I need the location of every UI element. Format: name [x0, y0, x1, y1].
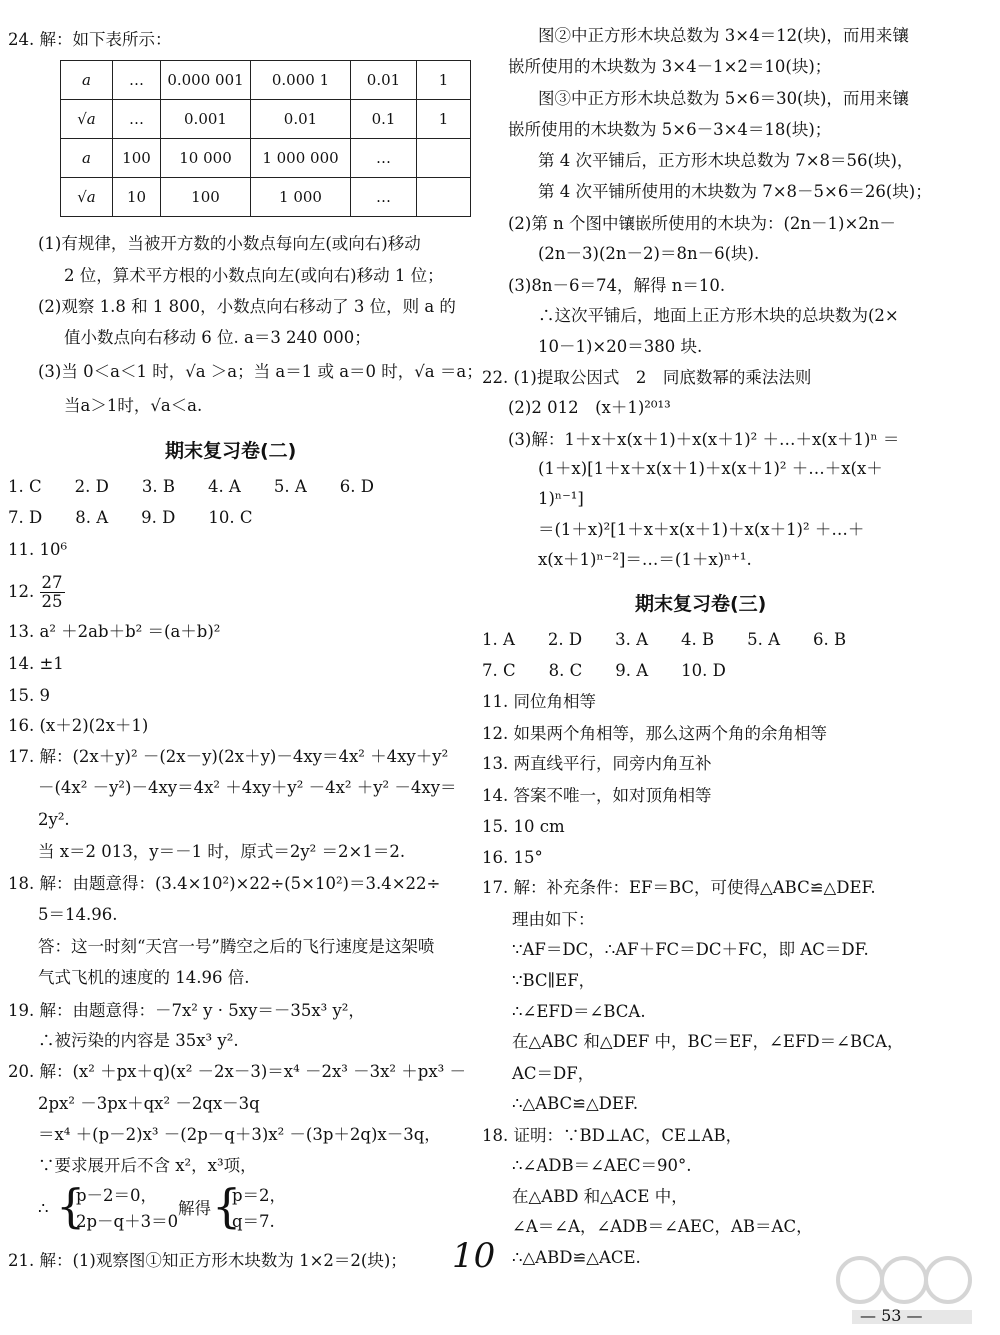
exam3-a17-line4: ∵BC∥EF，	[512, 971, 596, 990]
table-cell: …	[113, 61, 161, 100]
table-cell: 10 000	[161, 139, 251, 178]
page-number: — 53 —	[860, 1306, 923, 1325]
exam3-a14: 14. 答案不唯一，如对顶角相等	[482, 786, 712, 805]
exam2-a18-line4: 气式飞机的速度的 14.96 倍.	[38, 968, 250, 987]
exam2-a15: 15. 9	[8, 686, 50, 705]
a12-denominator: 25	[41, 592, 63, 611]
exam3-a17-line3: ∵AF＝DC，∴AF＋FC＝DC＋FC，即 AC＝DF.	[512, 940, 869, 959]
a22-line7: x(x＋1)ⁿ⁻²]＝…＝(1＋x)ⁿ⁺¹.	[538, 550, 752, 569]
exam3-a17-line7: AC＝DF，	[512, 1064, 595, 1083]
table-cell	[417, 178, 471, 217]
exam2-title: 期末复习卷(二)	[165, 440, 297, 462]
exam2-a16: 16. (x＋2)(2x＋1)	[8, 716, 149, 735]
exam2-a20-line4: ∵要求展开后不含 x²，x³项，	[38, 1156, 257, 1175]
exam2-a21-line1: 21. 解：(1)观察图①知正方形木块数为 1×2＝2(块)；	[8, 1251, 407, 1270]
a20-system2-eq2: q＝7.	[232, 1212, 275, 1231]
table-cell: 1	[417, 100, 471, 139]
right-line4: 嵌所使用的木块数为 5×6－3×4＝18(块)；	[508, 120, 832, 139]
exam3-a15: 15. 10 cm	[482, 817, 565, 836]
exam2-a11: 11. 10⁶	[8, 540, 68, 559]
a22-line2: (2)2 012 (x＋1)²⁰¹³	[508, 398, 671, 417]
table-cell: 0.01	[351, 61, 417, 100]
table-cell: 1 000	[251, 178, 351, 217]
exam2-a17-line3: 2y².	[38, 810, 70, 829]
exam2-a20-line3: ＝x⁴ ＋(p－2)x³ －(2p－q＋3)x² －(3p＋2q)x－3q，	[38, 1125, 441, 1144]
exam3-a18-line1: 18. 证明：∵BD⊥AC，CE⊥AB，	[482, 1126, 743, 1145]
exam3-a18-line4: ∠A＝∠A，∠ADB＝∠AEC，AB＝AC，	[512, 1217, 813, 1236]
a20-system1-eq2: 2p－q＋3＝0	[76, 1212, 179, 1231]
exam3-title: 期末复习卷(三)	[635, 593, 767, 615]
right-line8: (2n－3)(2n－2)＝8n－6(块).	[538, 244, 760, 263]
a22-line5: 1)ⁿ⁻¹]	[538, 489, 584, 508]
exam3-a17-line6: 在△ABC 和△DEF 中，BC＝EF，∠EFD＝∠BCA，	[512, 1032, 904, 1051]
right-line3: 图③中正方形木块总数为 5×6＝30(块)，而用来镶	[538, 89, 909, 108]
a12-fraction	[40, 574, 65, 611]
a22-line1: 22. (1)提取公因式 2 同底数幂的乘法法则	[482, 368, 812, 387]
table-cell: √a	[61, 178, 113, 217]
left-brace-2: {	[212, 1179, 242, 1233]
table-cell: 1 000 000	[251, 139, 351, 178]
exam2-a19-line2: ∴被污染的内容是 35x³ y².	[38, 1031, 239, 1050]
table-cell: a	[61, 61, 113, 100]
table-row	[61, 178, 471, 217]
a22-line3: (3)解：1＋x＋x(x＋1)＋x(x＋1)² ＋…＋x(x＋1)ⁿ ＝	[508, 430, 900, 449]
table-cell: …	[113, 100, 161, 139]
table-row	[61, 61, 471, 100]
table-cell: a	[61, 139, 113, 178]
table-cell: 0.001	[161, 100, 251, 139]
exam2-mc-row1: 1. C 2. D 3. B 4. A 5. A 6. D	[8, 477, 374, 496]
left-brace-1: {	[56, 1179, 86, 1233]
exam3-a18-line3: 在△ABD 和△ACE 中，	[512, 1187, 688, 1206]
table-cell: 0.000 1	[251, 61, 351, 100]
table-cell	[417, 139, 471, 178]
q24-line4: 值小数点向右移动 6 位. a＝3 240 000；	[64, 328, 371, 347]
table-row	[61, 139, 471, 178]
right-line2: 嵌所使用的木块数为 3×4－1×2＝10(块)；	[508, 57, 832, 76]
q24-line3: (2)观察 1.8 和 1 800，小数点向右移动了 3 位，则 a 的	[38, 297, 456, 316]
exam2-a20-line1: 20. 解：(x² ＋px＋q)(x² －2x－3)＝x⁴ －2x³ －3x² ＋px³ －	[8, 1062, 467, 1081]
right-line7: (2)第 n 个图中镶嵌所使用的木块为：(2n－1)×2n－	[508, 214, 896, 233]
q24-line5: (3)当 0＜a＜1 时，√a ＞a；当 a＝1 或 a＝0 时，√a ＝a；	[38, 362, 483, 381]
exam3-a17-line5: ∴∠EFD＝∠BCA.	[512, 1002, 646, 1021]
a22-line6: ＝(1＋x)²[1＋x＋x(x＋1)＋x(x＋1)² ＋…＋	[538, 520, 865, 539]
right-line5: 第 4 次平铺后，正方形木块总数为 7×8＝56(块)，	[538, 151, 914, 170]
table-cell: √a	[61, 100, 113, 139]
right-line9: (3)8n－6＝74，解得 n＝10.	[508, 276, 726, 295]
exam2-a12	[8, 574, 65, 611]
q24-line1: (1)有规律，当被开方数的小数点每向左(或向右)移动	[38, 234, 421, 253]
table-cell: 10	[113, 178, 161, 217]
a12-numerator: 27	[41, 573, 63, 592]
exam3-a18-line2: ∴∠ADB＝∠AEC＝90°.	[512, 1156, 692, 1175]
table-cell: 100	[161, 178, 251, 217]
table-cell: 0.1	[351, 100, 417, 139]
q24-line2: 2 位，算术平方根的小数点向左(或向右)移动 1 位；	[64, 266, 444, 285]
exam3-a17-line1: 17. 解：补充条件：EF＝BC，可使得△ABC≌△DEF.	[482, 878, 876, 897]
exam3-mc-row2: 7. C 8. C 9. A 10. D	[482, 661, 726, 680]
exam2-a14: 14. ±1	[8, 654, 64, 673]
exam3-a18-line5: ∴△ABD≌△ACE.	[512, 1248, 641, 1267]
exam2-a18-line3: 答：这一时刻“天宫一号”腾空之后的飞行速度是这架喷	[38, 937, 435, 956]
table-cell: 100	[113, 139, 161, 178]
a20-system1-eq1: p－2＝0，	[76, 1186, 158, 1205]
exam3-a12: 12. 如果两个角相等，那么这两个角的余角相等	[482, 724, 827, 743]
sqrt-table	[60, 60, 471, 217]
exam2-mc-row2: 7. D 8. A 9. D 10. C	[8, 508, 253, 527]
table-cell: 0.01	[251, 100, 351, 139]
q24-intro: 24. 解：如下表所示：	[8, 30, 172, 49]
table-row	[61, 100, 471, 139]
exam2-a17-line1: 17. 解：(2x＋y)² －(2x－y)(2x＋y)－4xy＝4x² ＋4xy＋y²	[8, 747, 449, 766]
a20-system2-eq1: p＝2，	[232, 1186, 287, 1205]
table-cell: 0.000 001	[161, 61, 251, 100]
table-cell: …	[351, 178, 417, 217]
exam2-a18-line2: 5＝14.96.	[38, 905, 118, 924]
exam3-a17-line8: ∴△ABC≌△DEF.	[512, 1094, 639, 1113]
a12-label: 12.	[8, 582, 35, 601]
handwritten-number: 10	[452, 1236, 496, 1276]
a20-solve-word: 解得	[178, 1199, 211, 1218]
a22-line4: (1＋x)[1＋x＋x(x＋1)＋x(x＋1)² ＋…＋x(x＋	[538, 459, 883, 478]
right-line1: 图②中正方形木块总数为 3×4＝12(块)，而用来镶	[538, 26, 909, 45]
right-line6: 第 4 次平铺所使用的木块数为 7×8－5×6＝26(块)；	[538, 182, 932, 201]
a20-therefore-symbol: ∴	[38, 1199, 49, 1218]
table-cell: …	[351, 139, 417, 178]
exam3-a11: 11. 同位角相等	[482, 692, 596, 711]
exam3-a16: 16. 15°	[482, 848, 543, 867]
exam3-mc-row1: 1. A 2. D 3. A 4. B 5. A 6. B	[482, 630, 847, 649]
exam2-a20-line2: 2px² －3px＋qx² －2qx－3q	[38, 1094, 260, 1113]
q24-line6: 当a＞1时，√a＜a.	[64, 396, 203, 415]
exam3-a17-line2: 理由如下：	[512, 910, 595, 929]
table-cell: 1	[417, 61, 471, 100]
exam2-a17-line2: －(4x² －y²)－4xy＝4x² ＋4xy＋y² －4x² ＋y² －4xy＝	[38, 778, 457, 797]
right-line11: 10－1)×20＝380 块.	[538, 337, 703, 356]
exam3-a13: 13. 两直线平行，同旁内角互补	[482, 754, 712, 773]
exam2-a17-line4: 当 x＝2 013，y＝－1 时，原式＝2y² ＝2×1＝2.	[38, 842, 406, 861]
exam2-a13: 13. a² ＋2ab＋b² ＝(a＋b)²	[8, 622, 221, 641]
exam2-a18-line1: 18. 解：由题意得：(3.4×10²)×22÷(5×10²)＝3.4×22÷	[8, 874, 441, 893]
right-line10: ∴这次平铺后，地面上正方形木块的总块数为(2×	[538, 306, 899, 325]
exam2-a19-line1: 19. 解：由题意得：－7x² y · 5xy＝－35x³ y²，	[8, 1001, 365, 1020]
